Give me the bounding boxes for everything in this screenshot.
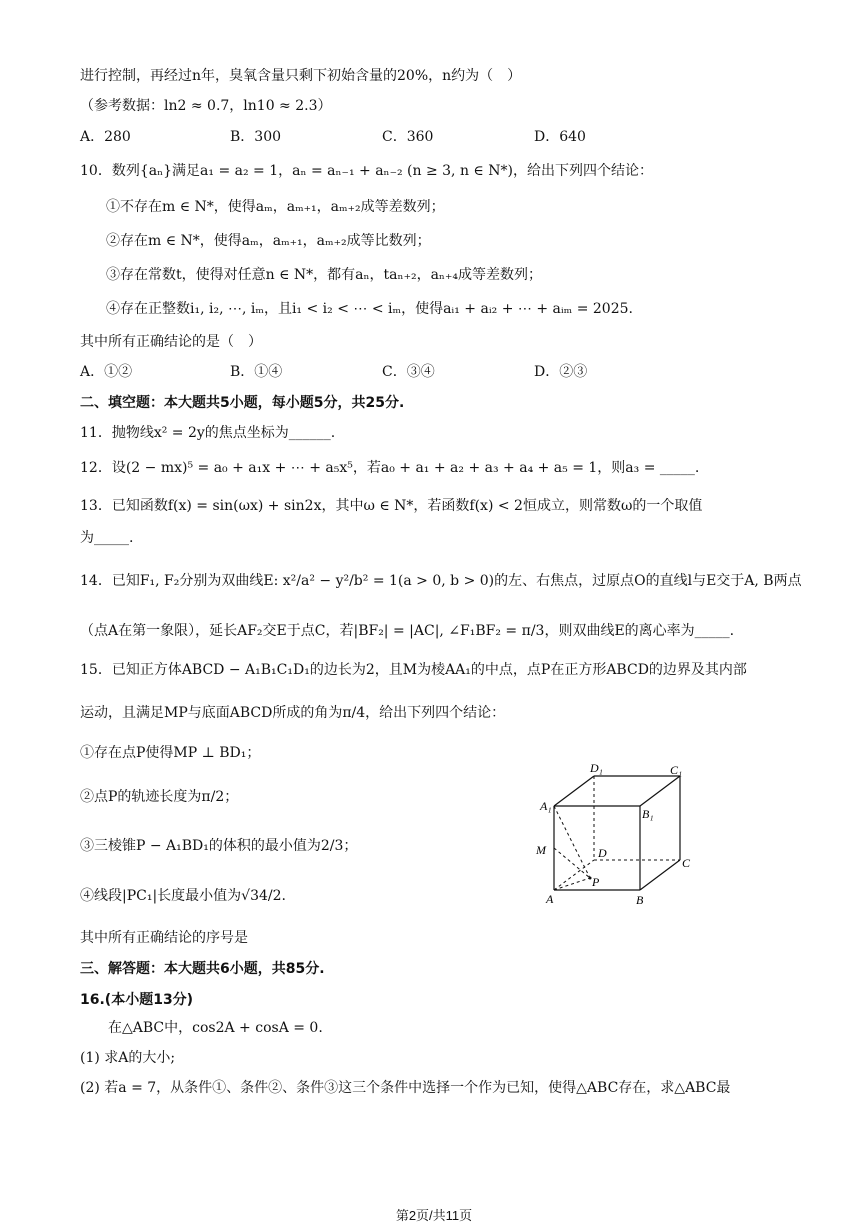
q14-continuation: （点A在第一象限），延长AF₂交E于点C，若|BF₂| = |AC|, ∠F₁BF₂ = π/3，则双曲线E的离心率为_____.	[80, 623, 735, 639]
edge-a1d1	[554, 776, 594, 806]
section-2-heading: 二、填空题：本大题共5小题，每小题5分，共25分.	[80, 395, 405, 411]
q13: 13．已知函数f(x) = sin(ωx) + sin2x，其中ω ∈ N*，若函数f(x) < 2恒成立，则常数ω的一个取值	[80, 498, 703, 514]
q15-continuation: 运动，且满足MP与底面ABCD所成的角为π/4，给出下列四个结论：	[80, 705, 506, 721]
section-3-heading: 三、解答题：本大题共6小题，共85分.	[80, 961, 325, 977]
q9-option-d: D．640	[534, 129, 586, 145]
q15: 15．已知正方体ABCD − A₁B₁C₁D₁的边长为2，且M为棱AA₁的中点，点P在正方形ABCD的边界及其内部	[80, 662, 747, 678]
edge-b1c1	[640, 776, 680, 806]
q10-conclusion-4: ④存在正整数i₁, i₂, ⋯, iₘ，且i₁ < i₂ < ⋯ < iₘ，使得aᵢ₁ + aᵢ₂ + ⋯ + aᵢₘ = 2025.	[106, 301, 633, 317]
q15-ask: 其中所有正确结论的序号是	[80, 930, 248, 946]
q14: 14．已知F₁, F₂分别为双曲线E: x²/a² − y²/b² = 1(a > 0, b > 0)的左、右焦点，过原点O的直线l与E交于A, B两点	[80, 573, 802, 589]
label-m: M	[536, 843, 546, 857]
q12: 12．设(2 − mx)⁵ = a₀ + a₁x + ⋯ + a₅x⁵，若a₀ + a₁ + a₂ + a₃ + a₄ + a₅ = 1，则a₃ = _____.	[80, 460, 700, 476]
q10-option-c: C．③④	[382, 364, 435, 380]
label-a: A	[546, 892, 554, 906]
q16-stem: 在△ABC中，cos2A + cosA = 0.	[108, 1020, 323, 1036]
label-d: D	[598, 846, 607, 860]
q10-option-a: A．①②	[80, 364, 133, 380]
q10-ask: 其中所有正确结论的是（ ）	[80, 334, 262, 350]
label-c1: C₁	[670, 763, 683, 777]
q9-option-b: B．300	[230, 129, 282, 145]
edge-bc	[640, 860, 680, 890]
q10-stem: 10．数列{aₙ}满足a₁ = a₂ = 1，aₙ = aₙ₋₁ + aₙ₋₂ (n ≥ 3, n ∈ N*)，给出下列四个结论：	[80, 163, 653, 179]
q9-option-a: A．280	[80, 129, 131, 145]
q15-conclusion-1: ①存在点P使得MP ⊥ BD₁；	[80, 745, 261, 761]
q9-stem-continuation: 进行控制，再经过n年，臭氧含量只剩下初始含量的20%，n约为（ ）	[80, 68, 522, 84]
label-b: B	[636, 893, 644, 907]
q10-option-b: B．①④	[230, 364, 283, 380]
label-b1: B₁	[642, 807, 654, 821]
q10-conclusion-3: ③存在常数t，使得对任意n ∈ N*，都有aₙ，taₙ₊₂，aₙ₊₄成等差数列；	[106, 267, 542, 283]
q13-continuation: 为_____.	[80, 530, 134, 546]
label-a1: A₁	[540, 799, 552, 813]
q15-conclusion-3: ③三棱锥P − A₁BD₁的体积的最小值为2/3；	[80, 838, 358, 854]
q10-conclusion-2: ②存在m ∈ N*，使得aₘ，aₘ₊₁，aₘ₊₂成等比数列；	[106, 233, 431, 249]
cube-figure	[530, 760, 710, 910]
q16-title: 16.(本小题13分)	[80, 992, 194, 1008]
q9-option-c: C．360	[382, 129, 434, 145]
segment-ap-hidden	[554, 878, 590, 890]
label-c: C	[682, 856, 691, 870]
q15-conclusion-2: ②点P的轨迹长度为π/2；	[80, 789, 239, 805]
label-p: P	[592, 875, 600, 889]
label-d1: D₁	[590, 761, 603, 775]
q15-conclusion-4: ④线段|PC₁|长度最小值为√34/2.	[80, 888, 286, 904]
page-footer: 第2页/共11页	[395, 1208, 473, 1223]
q11: 11．抛物线x² = 2y的焦点坐标为______.	[80, 425, 336, 441]
q16-part-1: (1) 求A的大小;	[80, 1050, 176, 1066]
q16-part-2: (2) 若a = 7，从条件①、条件②、条件③这三个条件中选择一个作为已知，使得△ABC存在，求△ABC最	[80, 1080, 731, 1096]
q10-option-d: D．②③	[534, 364, 588, 380]
segment-mp-hidden	[554, 848, 590, 878]
segment-a1p-hidden	[554, 806, 590, 878]
q9-reference-data: （参考数据：ln2 ≈ 0.7，ln10 ≈ 2.3）	[80, 98, 332, 114]
q10-conclusion-1: ①不存在m ∈ N*，使得aₘ，aₘ₊₁，aₘ₊₂成等差数列；	[106, 199, 445, 215]
